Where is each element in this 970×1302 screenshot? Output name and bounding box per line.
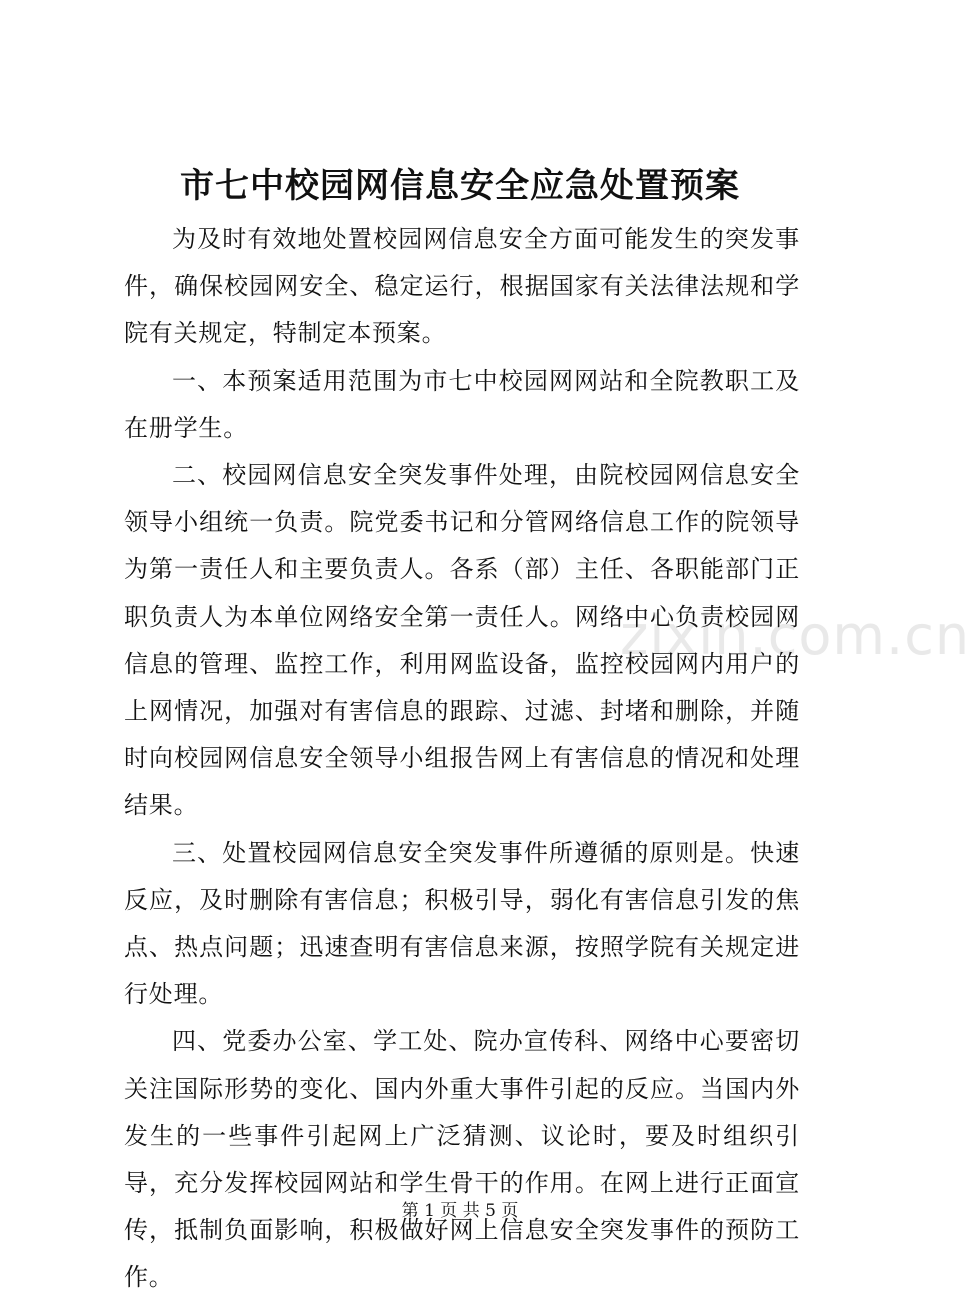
document-title: 市七中校园网信息安全应急处置预案 bbox=[180, 166, 740, 206]
document-body bbox=[124, 216, 800, 1302]
paragraph-section-4: 四、党委办公室、学工处、院办宣传科、网络中心要密切关注国际形势的变化、国内外重大事件引起的反应。当国内外发生的一些事件引起网上广泛猜测、议论时，要及时组织引导，充分发挥校园网站和学生骨干的作用。在网上进行正面宣传，抵制负面影响，积极做好网上信息安全突发事件的预防工作。 bbox=[124, 1027, 800, 1292]
paragraph-section-2: 二、校园网信息安全突发事件处理，由院校园网信息安全领导小组统一负责。院党委书记和分管网络信息工作的院领导为第一责任人和主要负责人。各系（部）主任、各职能部门正职负责人为本单位网络安全第一责任人。网络中心负责校园网信息的管理、监控工作，利用网监设备，监控校园网内用户的上网情况，加强对有害信息的跟踪、过滤、封堵和删除，并随时向校园网信息安全领导小组报告网上有害信息的情况和处理结果。 bbox=[124, 461, 800, 820]
paragraph-section-3: 三、处置校园网信息安全突发事件所遵循的原则是。快速反应，及时删除有害信息；积极引导，弱化有害信息引发的焦点、热点问题；迅速查明有害信息来源，按照学院有关规定进行处理。 bbox=[124, 838, 800, 1009]
paragraph-section-1: 一、本预案适用范围为市七中校园网网站和全院教职工及在册学生。 bbox=[124, 366, 800, 442]
watermark: zixin.com.cn bbox=[620, 604, 970, 667]
page-footer: 第 1 页 共 5 页 bbox=[401, 1201, 519, 1221]
paragraph-intro: 为及时有效地处置校园网信息安全方面可能发生的突发事件，确保校园网安全、稳定运行，根据国家有关法律法规和学院有关规定，特制定本预案。 bbox=[124, 225, 800, 348]
